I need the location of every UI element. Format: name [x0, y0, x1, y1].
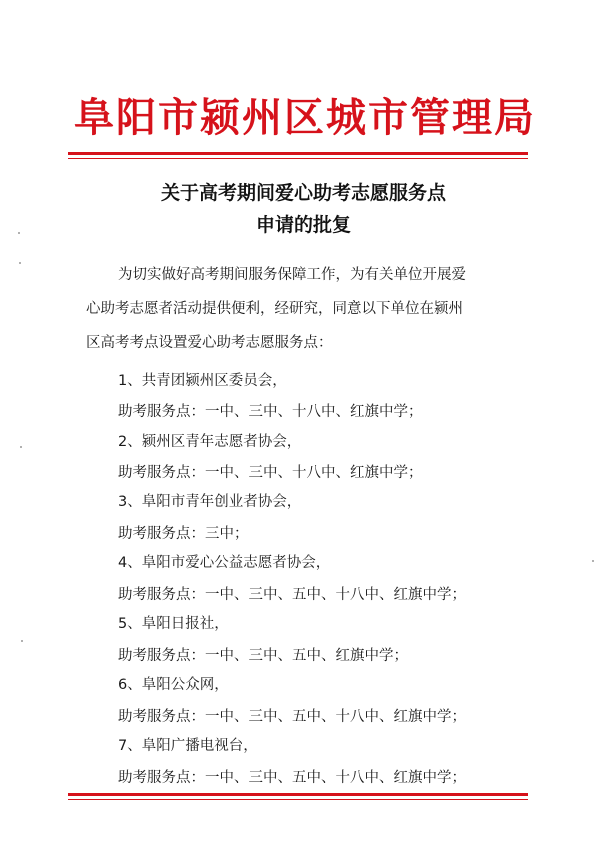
scan-speck	[18, 232, 20, 234]
item-points: 助考服务点：一中、三中、五中、十八中、红旗中学；	[118, 587, 466, 603]
item-points: 助考服务点：一中、三中、五中、红旗中学；	[118, 648, 408, 664]
intro-line: 为切实做好高考期间服务保障工作，为有关单位开展爱	[118, 267, 466, 283]
footer-rule-thin	[68, 799, 528, 800]
agency-header: 阜阳市颍州区城市管理局	[74, 94, 536, 141]
scan-speck	[20, 446, 22, 448]
document-title-line1: 关于高考期间爱心助考志愿服务点	[160, 182, 446, 204]
item-org: 1、共青团颍州区委员会，	[118, 373, 287, 389]
document-title-line2: 申请的批复	[255, 214, 351, 236]
item-points: 助考服务点：一中、三中、五中、十八中、红旗中学；	[118, 770, 466, 786]
scan-speck	[19, 262, 21, 264]
header-rule-thin	[68, 158, 528, 159]
item-org: 7、阜阳广播电视台，	[118, 738, 258, 754]
item-org: 3、阜阳市青年创业者协会，	[118, 494, 302, 510]
item-points: 助考服务点：一中、三中、十八中、红旗中学；	[118, 404, 423, 420]
item-points: 助考服务点：一中、三中、五中、十八中、红旗中学；	[118, 709, 466, 725]
intro-line: 区高考考点设置爱心助考志愿服务点：	[86, 335, 333, 351]
item-org: 4、阜阳市爱心公益志愿者协会，	[118, 555, 331, 571]
footer-rule-thick	[68, 793, 528, 796]
intro-line: 心助考志愿者活动提供便利，经研究，同意以下单位在颍州	[86, 301, 463, 317]
intro-paragraph	[86, 258, 531, 360]
item-org: 2、颍州区青年志愿者协会，	[118, 434, 302, 450]
item-org: 5、阜阳日报社，	[118, 616, 229, 632]
item-points: 助考服务点：三中；	[118, 526, 249, 542]
scan-speck	[592, 560, 594, 562]
item-points: 助考服务点：一中、三中、十八中、红旗中学；	[118, 465, 423, 481]
item-org: 6、阜阳公众网，	[118, 677, 229, 693]
scan-speck	[21, 640, 23, 642]
header-rule-thick	[68, 152, 528, 155]
